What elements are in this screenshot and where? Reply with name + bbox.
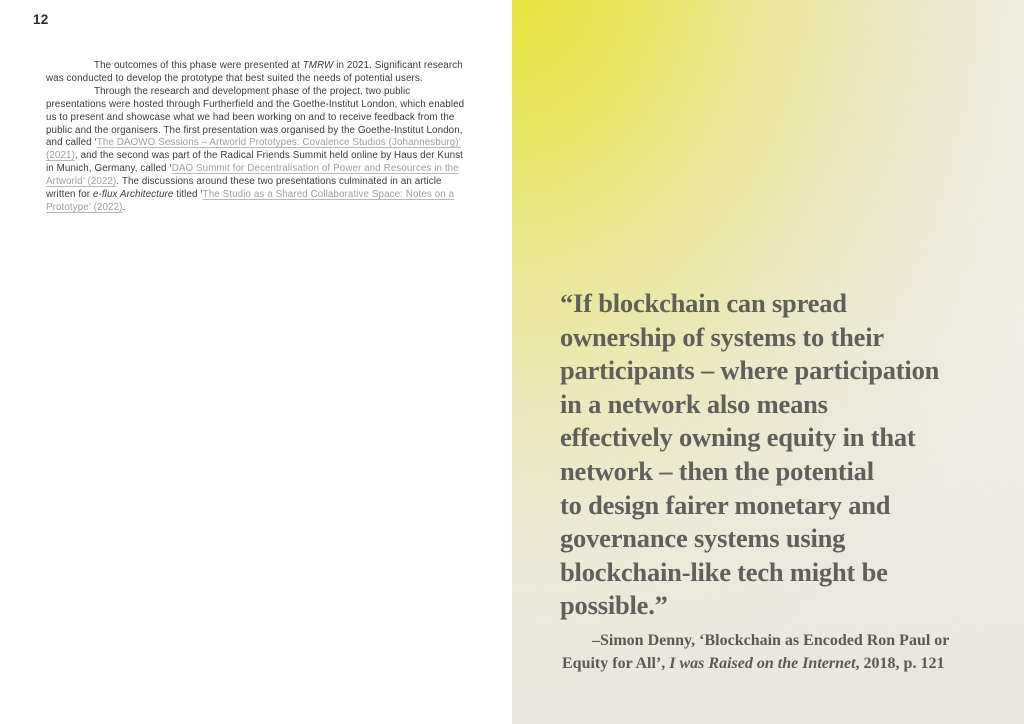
quote-line: possible.” <box>560 590 668 621</box>
attribution-line <box>562 629 964 652</box>
text-segment: TMRW <box>302 60 334 71</box>
pull-quote <box>560 287 1005 623</box>
quote-attribution <box>562 629 964 675</box>
text-segment: Equity for All’, <box>562 655 670 672</box>
quote-line: ownership of systems to their <box>560 321 884 352</box>
quote-line: to design fairer monetary and <box>560 489 891 520</box>
text-segment: –Simon Denny, ‘Blockchain as Encoded Ron Paul or <box>592 632 950 649</box>
text-segment: titled ‘ <box>173 189 203 201</box>
text-link[interactable]: DAO Summit for Decentralisation of Power and Resources in the Artworld’ (2022) <box>46 163 459 188</box>
quote-line: network – then the potential <box>560 455 874 486</box>
attribution-line <box>562 652 964 675</box>
quote-line: “If blockchain can spread <box>560 288 847 318</box>
quote-line: effectively owning equity in that <box>560 422 916 453</box>
body-text <box>46 60 467 215</box>
text-segment: The outcomes of this phase were presented at <box>94 60 303 71</box>
text-segment: in 2021. Significant research was conducted to develop the prototype that best suited the needs of potential users. <box>46 60 463 84</box>
quote-line: blockchain-like tech might be <box>560 556 888 587</box>
page-number: 12 <box>33 12 49 27</box>
text-segment: . <box>122 201 126 213</box>
text-segment: e-flux Architecture <box>92 189 174 201</box>
quote-line: participants – where participation <box>560 355 940 386</box>
text-link[interactable]: The DAOWO Sessions – Artworld Prototypes: Covalence Studios (Johannesburg)’ (2021) <box>46 137 461 162</box>
quote-line: governance systems using <box>560 523 846 554</box>
paragraph <box>46 86 467 215</box>
text-segment: , and the second was part of the Radical Friends Summit held online by Haus der Kunst in Munich, Germany, called ‘ <box>46 150 463 175</box>
text-segment: , 2018, p. 121 <box>855 655 945 672</box>
text-link[interactable]: The Studio as a Shared Collaborative Space: Notes on a Prototype’ (2022) <box>46 189 455 213</box>
text-segment: . The discussions around these two presentations culminated in an article written for <box>46 176 442 201</box>
quote-line: in a network also means <box>560 388 828 419</box>
text-segment: I was Raised on the Internet <box>669 655 856 672</box>
paragraph <box>46 60 467 86</box>
right-page <box>512 0 1024 724</box>
text-segment: Through the research and development phase of the project, two public presentations were hosted through Furtherfield and the Goethe-Institut London, which enabled us to present and showcase what we had been working on and to receive feedback from the public and the organisers. The first presentation was organised by the Goethe-Institut London, and called ‘ <box>46 85 465 149</box>
